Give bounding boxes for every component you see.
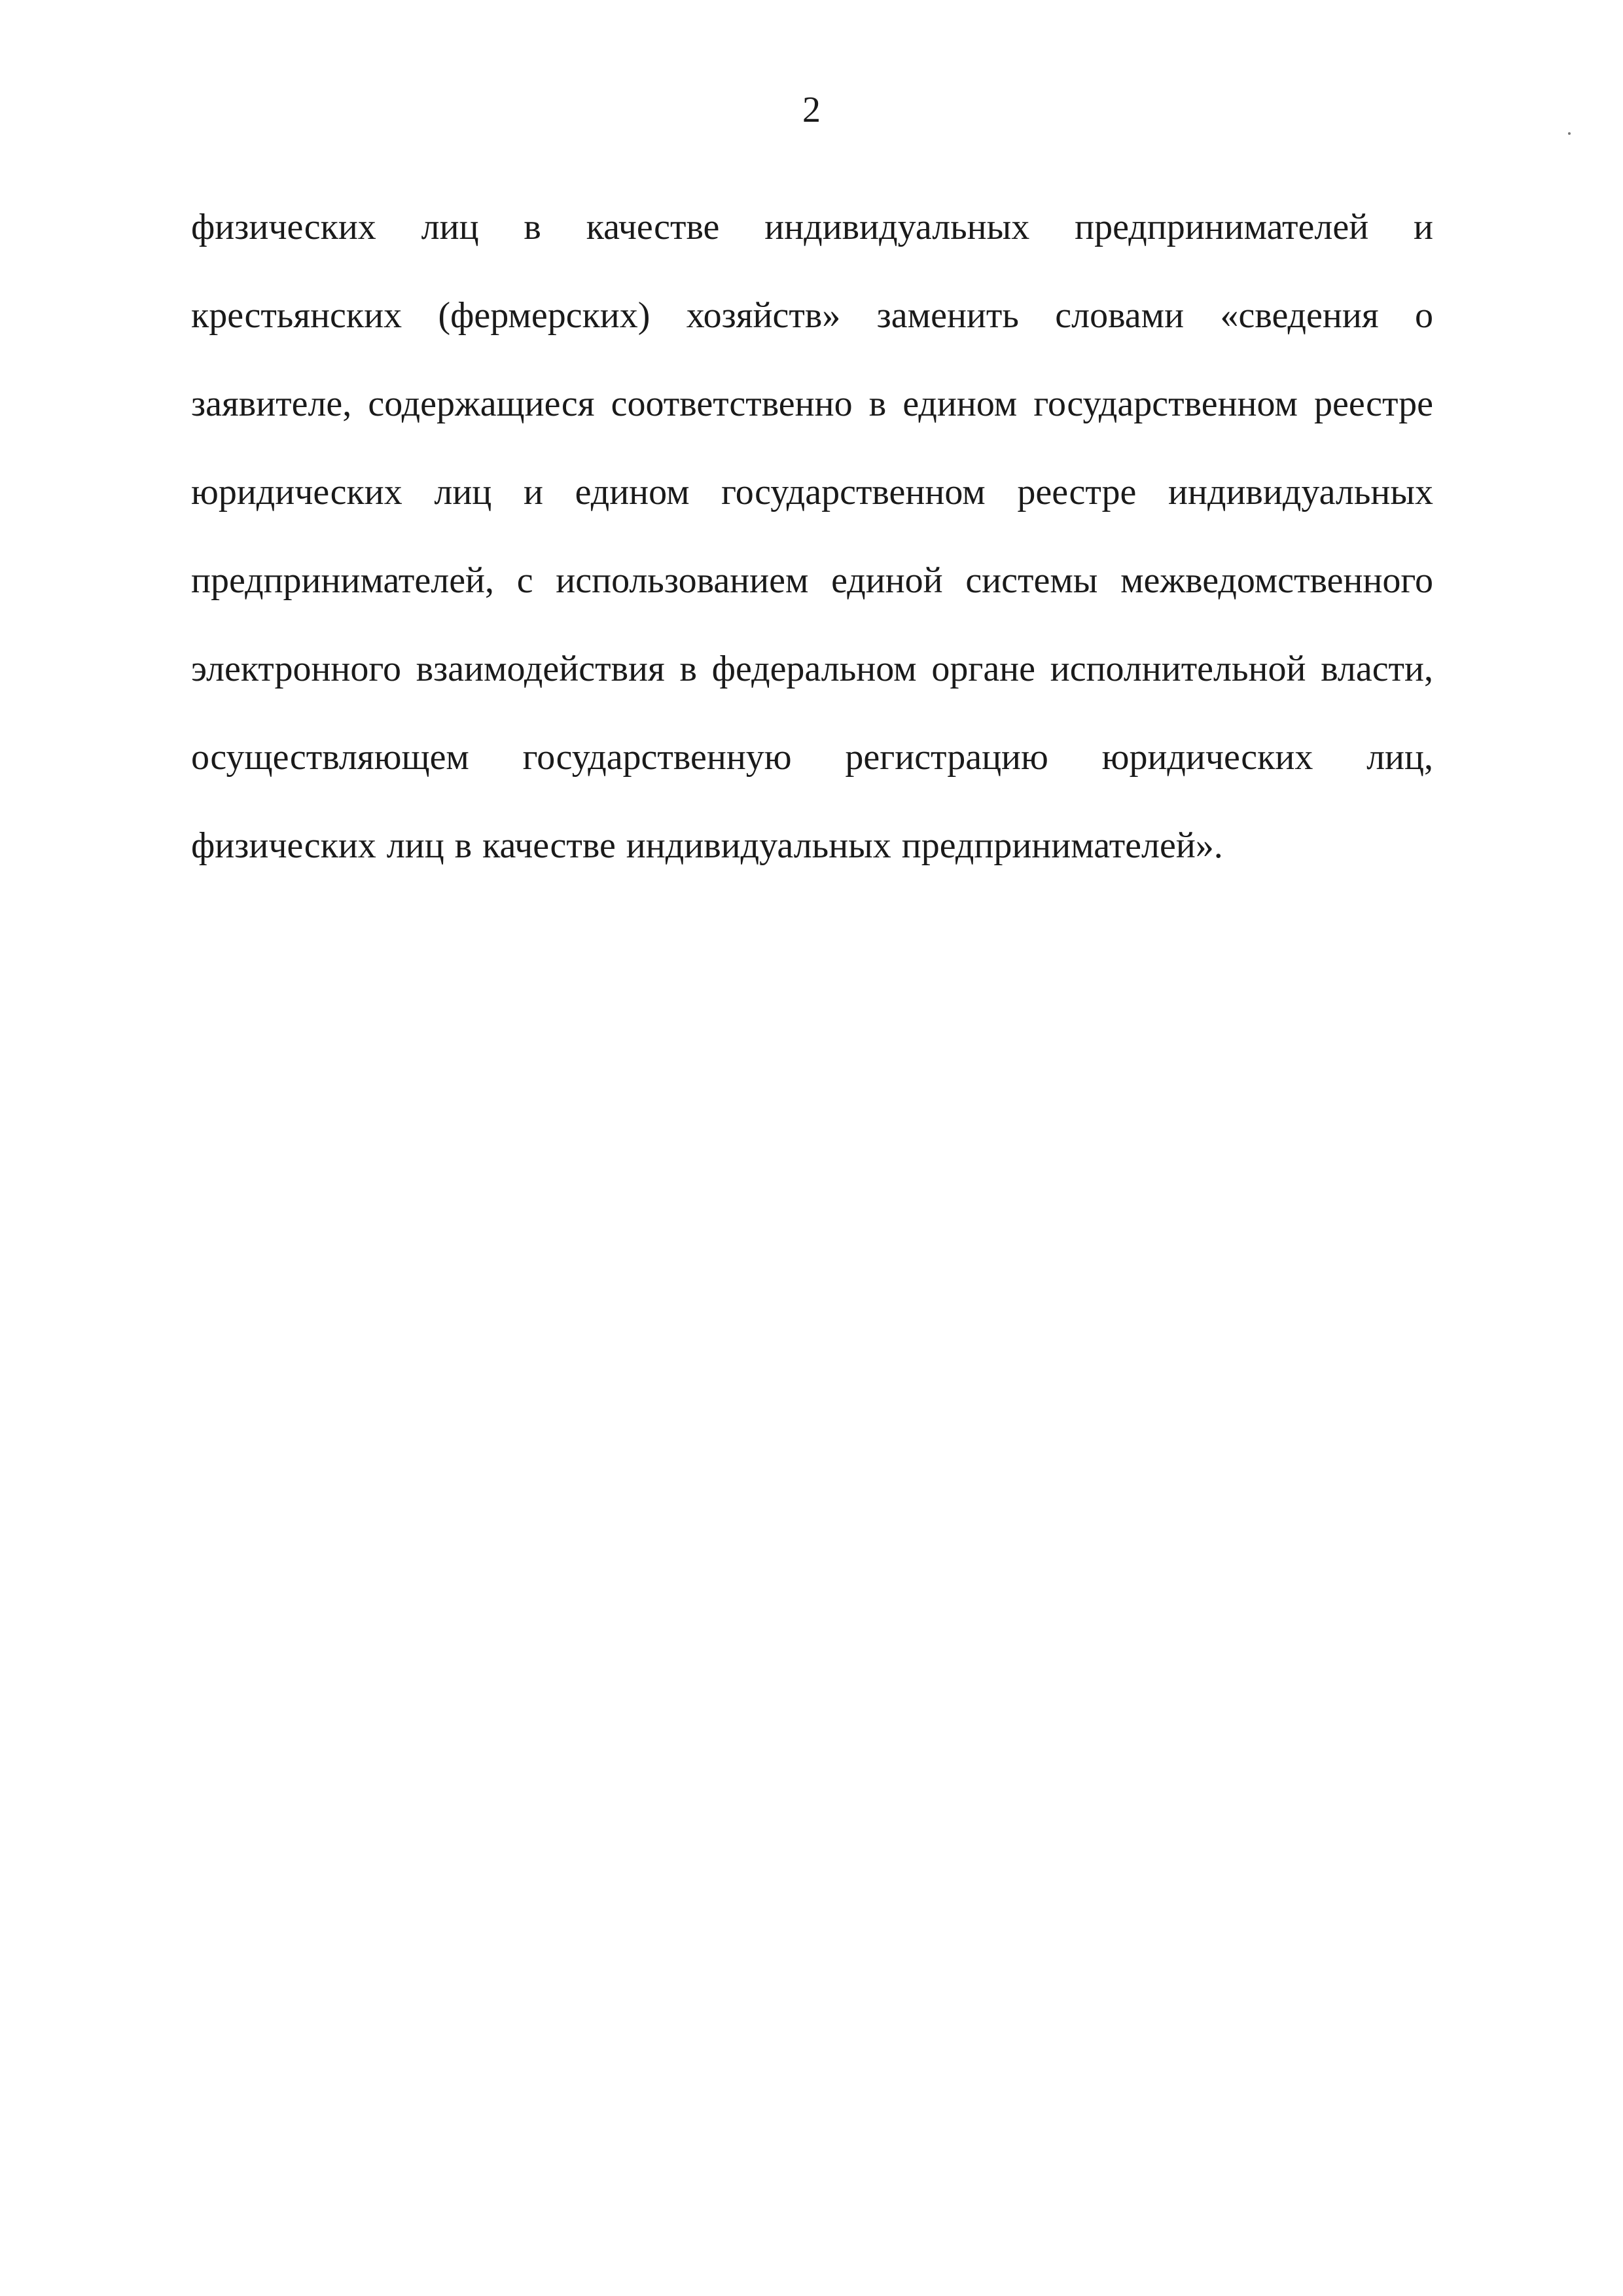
page-number: 2: [802, 90, 821, 130]
document-paragraph: физических лиц в качестве индивидуальных предпринимателей и крестьянских (фермерских) хозяйств» заменить словами «сведения о заявителе, содержащиеся соответственно в едином государственном реестре юридических лиц и едином государственном реестре индивидуальных предпринимателей, с использованием единой системы межведомственного электронного взаимодействия в федеральном органе исполнительной власти, осуществляющем государственную регистрацию юридических лиц, физических лиц в качестве индивидуальных предпринимателей».: [191, 207, 1433, 866]
scan-speck: [1568, 132, 1571, 135]
